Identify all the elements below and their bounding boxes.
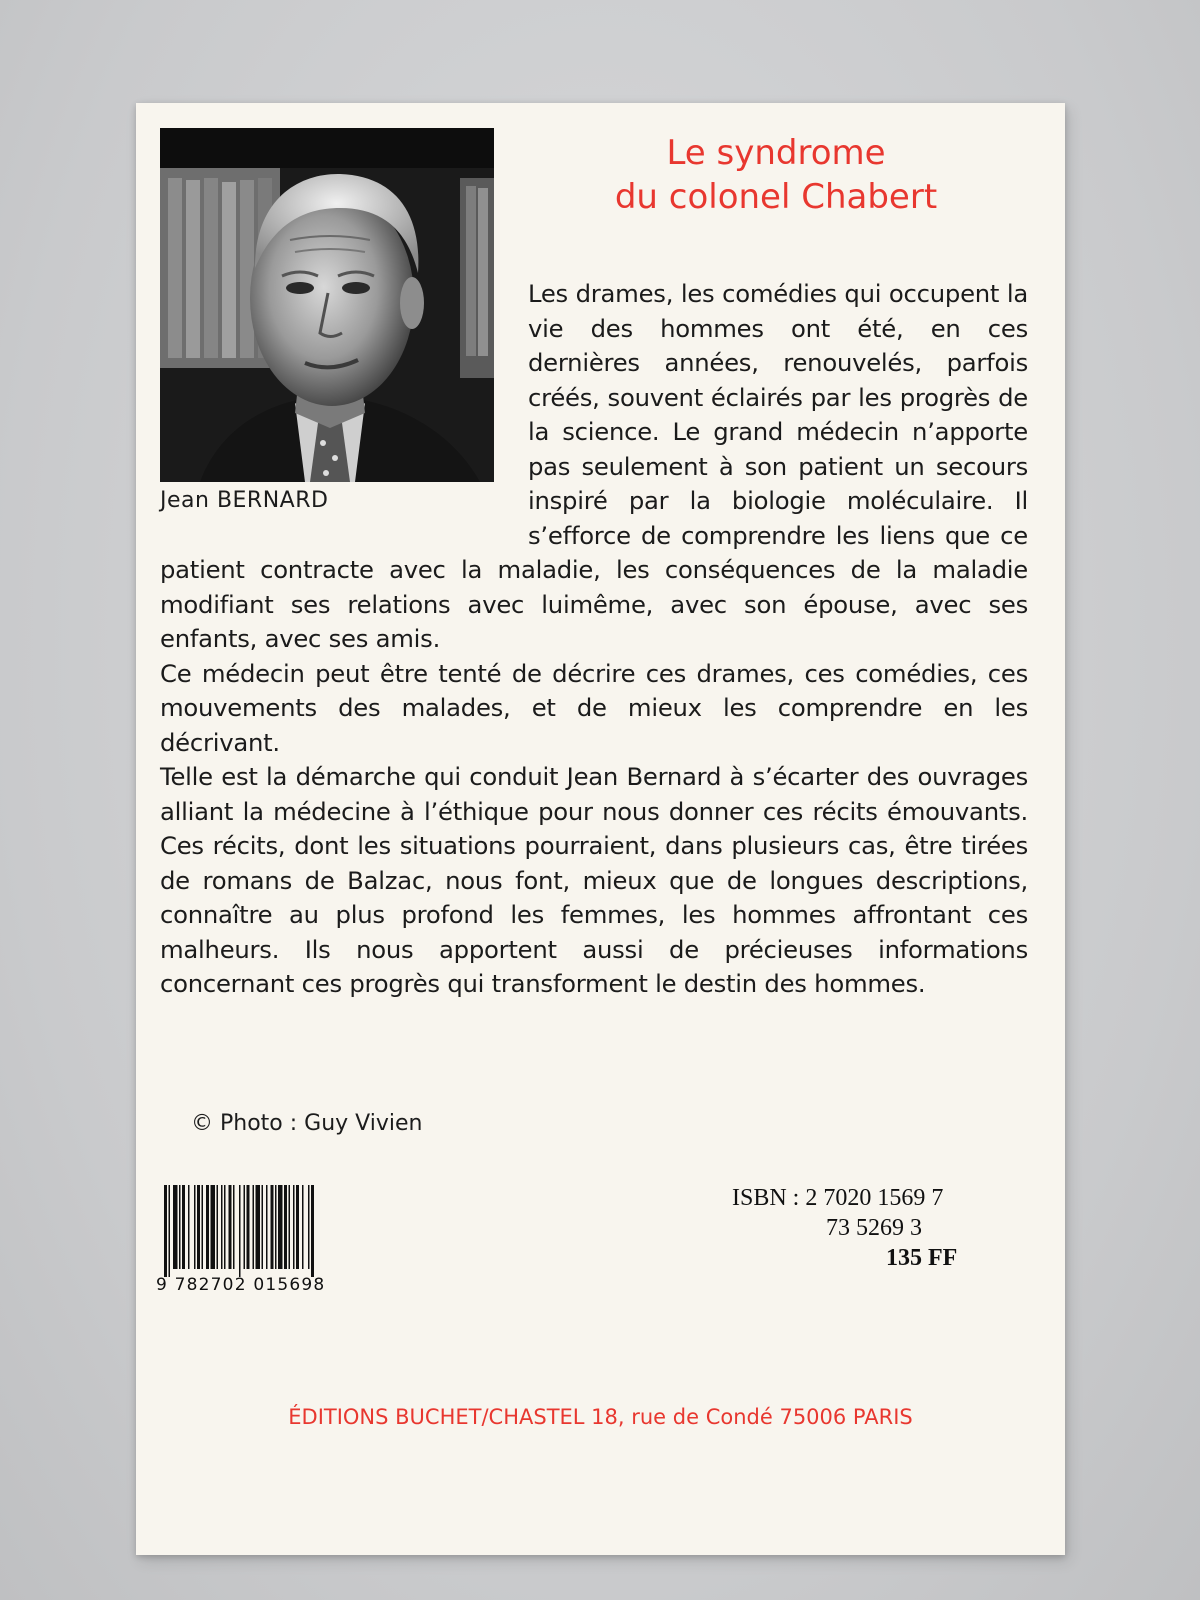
photo-credit: © Photo : Guy Vivien [191, 1111, 423, 1136]
barcode-bar [262, 1185, 264, 1269]
barcode-bar [293, 1185, 295, 1269]
barcode-bar [296, 1185, 299, 1269]
barcode-bar [221, 1185, 223, 1269]
barcode-bar [284, 1185, 287, 1269]
barcode-bar [308, 1185, 310, 1269]
barcode-bar [179, 1185, 181, 1269]
barcode-bar [253, 1185, 255, 1269]
barcode-bar [266, 1185, 268, 1269]
publisher-address: ÉDITIONS BUCHET/CHASTEL 18, rue de Condé 75006 PARIS [288, 1405, 913, 1429]
book-title [556, 131, 996, 219]
barcode-bar [169, 1185, 171, 1277]
portrait-wrap-spacer [160, 277, 528, 553]
portrait-caption: Jean BERNARD [160, 488, 329, 513]
isbn-line: ISBN : 2 7020 1569 7 [732, 1185, 944, 1211]
barcode-bar [164, 1185, 167, 1277]
barcode-bar [244, 1185, 246, 1269]
title-line-1: Le syndrome [666, 133, 886, 173]
barcode-bar [217, 1185, 219, 1269]
blurb-paragraph-3: Telle est la démarche qui conduit Jean Bernard à s’écarter des ouvrages alliant la médecine à l’éthique pour nous donner ces récits émouvants. Ces récits, dont les situations pourraient, dans plusieurs cas, être tirées de romans de Balzac, nous font, mieux que de longues descriptions, connaître au plus profond les femmes, les hommes affrontant ces malheurs. Ils nous apportent aussi de précieuses informations concernant ces progrès qui transforment le destin des hommes. [160, 762, 1028, 998]
barcode-bar [182, 1185, 185, 1269]
barcode-bar [247, 1185, 250, 1269]
barcode-bar [271, 1185, 274, 1269]
barcode-bar [302, 1185, 304, 1269]
barcode-bar [289, 1185, 291, 1269]
blurb [160, 277, 1028, 1002]
barcode-bar [202, 1185, 204, 1269]
barcode-bar [211, 1185, 216, 1269]
barcode-bar [233, 1185, 235, 1269]
blurb-paragraph-2: Ce médecin peut être tenté de décrire ces drames, ces comédies, ces mouvements des malades, et de mieux les comprendre en les décrivant. [160, 658, 1028, 757]
barcode-bar [197, 1185, 200, 1269]
barcode-icon [156, 1185, 368, 1277]
barcode-bar [206, 1185, 209, 1269]
barcode-bar [173, 1185, 178, 1269]
isbn-block [732, 1183, 984, 1273]
barcode-bar [278, 1185, 283, 1269]
barcode-bar [194, 1185, 196, 1269]
price: 135 FF [886, 1245, 958, 1271]
barcode-bar [256, 1185, 261, 1269]
book-back-cover [136, 103, 1065, 1555]
barcode-bar [188, 1185, 190, 1269]
barcode-bar [311, 1185, 314, 1277]
title-line-2: du colonel Chabert [614, 177, 938, 217]
code-line: 73 5269 3 [826, 1215, 922, 1241]
barcode-bar [229, 1185, 232, 1269]
barcode-bar [224, 1185, 226, 1269]
barcode-bar [239, 1185, 241, 1277]
blurb-paragraph-1: Les drames, les comédies qui occupent la vie des hommes ont été, en ces dernières années, renouvelés, parfois créés, souvent éclairés par les progrès de la science. Le grand médecin n’apporte pas seulement à son patient un secours inspiré par la biologie moléculaire. Il s’efforce de comprendre les liens que ce patient contracte avec la maladie, les conséquences de la maladie modifiant ses relations avec luimême, avec son épouse, avec ses enfants, avec ses amis. [160, 279, 1028, 653]
barcode-digits: 9 782702 015698 [156, 1275, 326, 1295]
barcode-bar [275, 1185, 277, 1269]
